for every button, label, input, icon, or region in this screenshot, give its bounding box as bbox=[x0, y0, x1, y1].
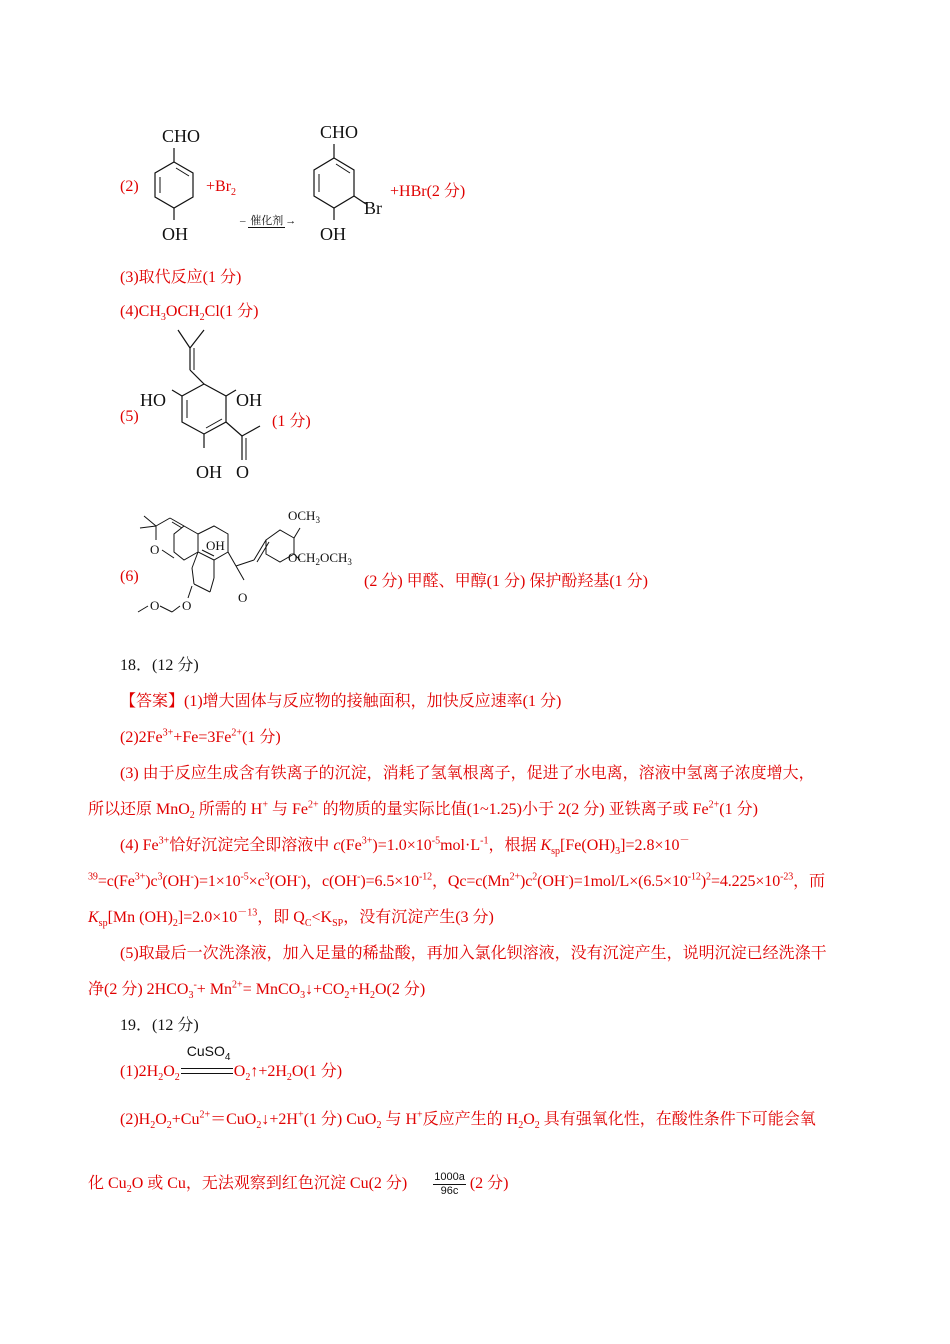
reactant-cho: CHO bbox=[162, 126, 201, 146]
structure-6 bbox=[136, 506, 366, 616]
answer-tag: 【答案】 bbox=[120, 693, 185, 710]
methoxy-o-label: O bbox=[150, 598, 160, 613]
q17-p4: $(4)CH_3OCH_2Cl(1$ 分) bbox=[120, 303, 259, 324]
oh-label-2: OH bbox=[196, 462, 222, 482]
fraction-numerator: 1000a bbox=[434, 1170, 465, 1183]
product-oh: OH bbox=[320, 224, 346, 244]
q17-p2-label: (2) bbox=[120, 178, 139, 195]
ho-label: HO bbox=[140, 390, 166, 410]
q17-p6-label: (6) bbox=[120, 568, 139, 585]
q18-p4-line3: $K_{sp}[Mn$ $(OH)_2]=2.0\times 10^{-13}$，即 $Q_C<K_{SP}$，没有沉淀产生(3 分) bbox=[88, 907, 494, 930]
product-structure bbox=[298, 116, 398, 250]
ketone-o-label: O bbox=[236, 462, 249, 482]
reactant-structure bbox=[138, 120, 208, 250]
q18-p2: $(2)2Fe^{3+}+Fe=3Fe^{2+}(1$ 分) bbox=[120, 727, 281, 746]
fraction-denominator: 96c bbox=[440, 1184, 459, 1197]
q18-p5-line1: (5)取最后一次洗涤液，加入足量的稀盐酸，再加入氯化钡溶液，没有沉淀产生，说明沉淀已经洗涤干 bbox=[120, 945, 827, 962]
catalyst-arrow: – 催化剂 → bbox=[240, 215, 297, 227]
q18-p4-line1: (4) $Fe^{3+}$恰好沉淀完全即溶液中 $c(Fe^{3+})=1.0\times 10^{-5}mol\cdot L^{-1}$，根据 $K_{sp}[Fe(OH)_3]=2.8\times 10^-$ bbox=[120, 835, 690, 858]
ether-o-label: O bbox=[182, 598, 192, 613]
q19-p2-line2: 化 $Cu_2O$ 或 Cu，无法观察到红色沉淀 Cu(2 分) $\frac{1000a}{96c}$ (2 分) bbox=[88, 1170, 509, 1197]
q17-p2-tail: +HBr(2 分) bbox=[390, 183, 466, 200]
q19-heading: 19．(12 分) bbox=[120, 1017, 199, 1034]
ring-o-label: O bbox=[150, 542, 160, 557]
q17-p5-label: (5) bbox=[120, 408, 139, 425]
fraction bbox=[433, 1171, 466, 1198]
structure-5 bbox=[138, 326, 278, 486]
oh-label-1: OH bbox=[236, 390, 262, 410]
product-br: Br bbox=[364, 198, 382, 218]
q18-p3-line1: (3) 由于反应生成含有铁离子的沉淀，消耗了氢氧根离子，促进了水电离，溶液中氢离子浓度增大， bbox=[120, 765, 815, 782]
carbonyl-o-label: O bbox=[238, 590, 248, 605]
q17-p3: (3)取代反应(1 分) bbox=[120, 269, 242, 286]
reactant-oh: OH bbox=[162, 224, 188, 244]
oh-label-6: OH bbox=[206, 538, 225, 553]
q18-p4-line2: $^{39}=c(Fe^{3+})c^3(OH^-)=1\times 10^{-5}\times c^3(OH^-)$，$c(OH^-)=6.5\times 10^{-12}$，$Qc=c(Mn^{2+})c^2(OH^-)=1mol/L\times(6.5\times 10^{-12})^2=4.225\times 10^{-23}$，而 bbox=[88, 871, 825, 890]
q18-p5-line2: 净(2 分) $2HCO_3^-+ Mn^{2+}=$ $MnCO_3↓+CO_2+H_2O(2$ 分) bbox=[88, 979, 426, 1002]
q17-p5-score: (1 分) bbox=[272, 413, 311, 430]
q18-p3-line2: 所以还原 MnO$_2$ 所需的 H+ 与 $Fe^{2+}$ 的物质的量实际比值(1~1.25)小于 2(2 分) 亚铁离子或 $Fe^{2+}(1$ 分) bbox=[88, 799, 758, 822]
q19-p1: $(1)2H_2O_2$ CuSO$_4$ $O_2↑+2H_2O(1$ 分) bbox=[120, 1043, 343, 1084]
och3-label: $OCH_3$ bbox=[288, 508, 320, 525]
q19-p2-line1: $(2)H_2O_2+Cu^{2+}=CuO_2↓+2H^+(1$ 分) CuO$_2$ 与 H+反应产生的 $H_2O_2$ 具有强氧化性，在酸性条件下可能会氧 bbox=[120, 1109, 816, 1132]
q17-p6-tail: (2 分) 甲醛、甲醇(1 分) 保护酚羟基(1 分) bbox=[364, 573, 648, 590]
q18-heading: 18．(12 分) bbox=[120, 657, 199, 674]
product-cho: CHO bbox=[320, 122, 359, 142]
catalyst-equals bbox=[181, 1043, 233, 1079]
catalyst-cuso4: CuSO$_4$ bbox=[186, 1043, 231, 1064]
q18-p1: 【答案】(1)增大固体与反应物的接触面积，加快反应速率(1 分) bbox=[120, 693, 562, 710]
ochoch3-label: $OCH_2OCH_3$ bbox=[288, 550, 352, 567]
catalyst-label: 催化剂 bbox=[250, 215, 284, 227]
plus-br2: $+Br_2$ bbox=[206, 178, 237, 199]
